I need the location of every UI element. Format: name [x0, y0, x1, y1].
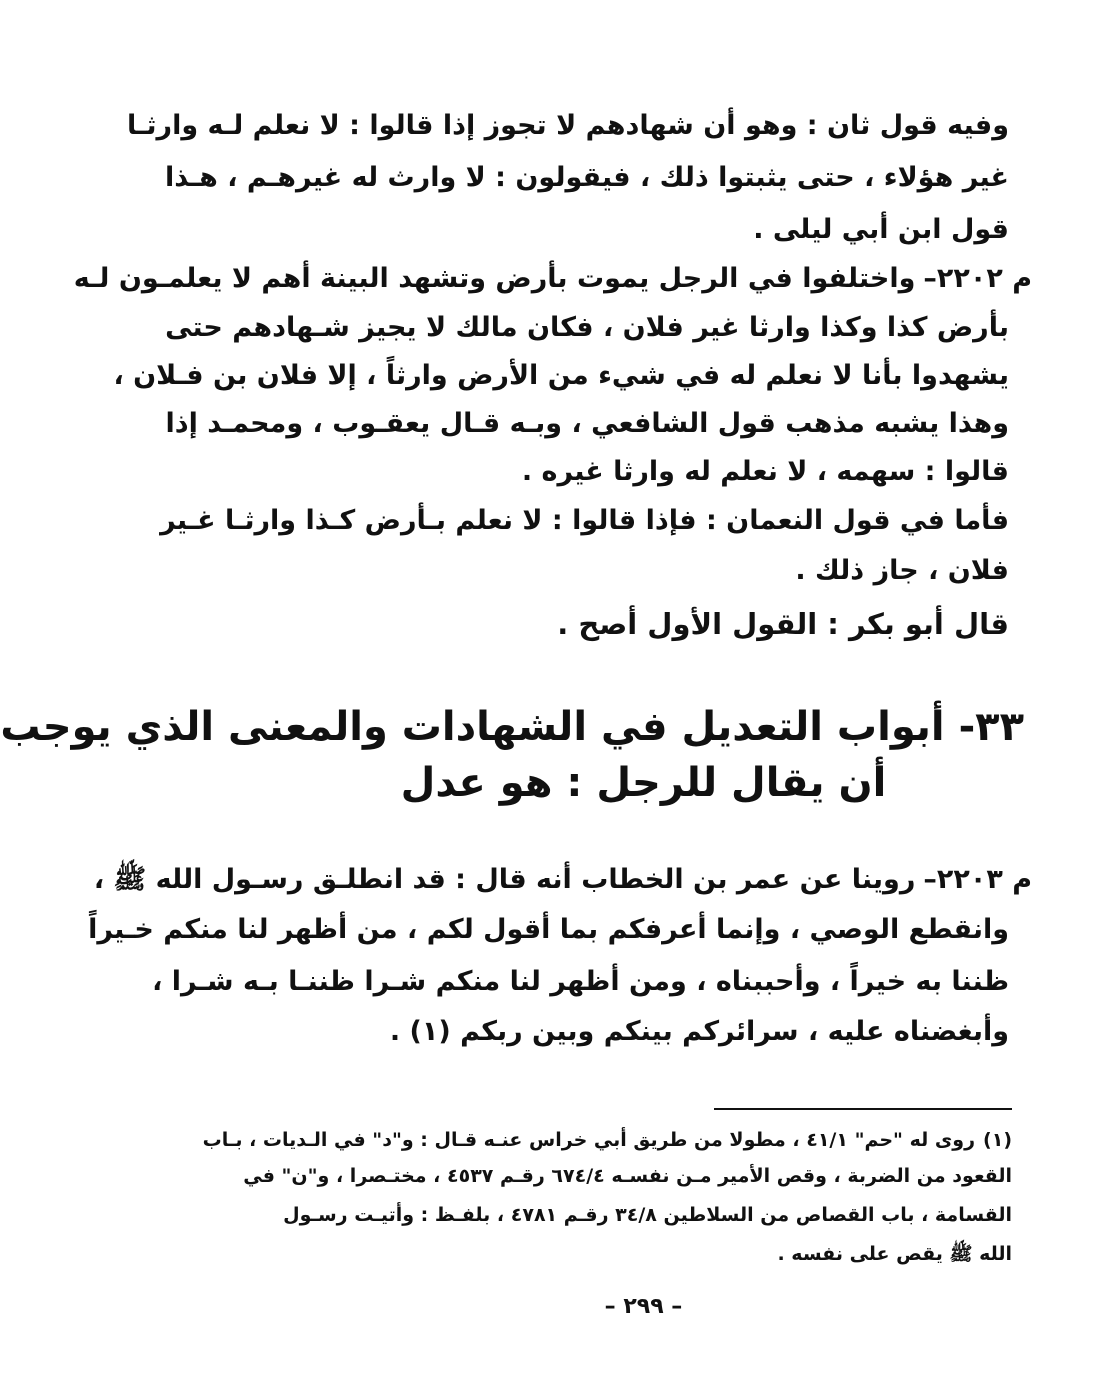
text-line: وهذا يشبه مذهب قول الشافعي ، وبـه قـال يعقـوب ، ومحمـد إذا	[165, 408, 1009, 439]
chapter-title: ٣٣- أبواب التعديل في الشهادات والمعنى الذي يوجب	[0, 704, 1024, 750]
footnote-text: روى له "حم" ٤١/١ ، مطولا من طريق أبي خراس عنـه قـال : و"د" في الـديات ، بـاب	[202, 1129, 976, 1151]
footnote-marker: (١)	[983, 1129, 1012, 1151]
footnote-text: القعود من الضربة ، وقص الأمير مـن نفسـه ٦٧٤/٤ رقـم ٤٥٣٧ ، مختـصرا ، و"ن" في	[243, 1165, 1012, 1187]
text-line: وفيه قول ثان : وهو أن شهادهم لا تجوز إذا قالوا : لا نعلم لـه وارثـا	[127, 110, 1009, 141]
text-line: واختلفوا في الرجل يموت بأرض وتشهد البينة أهم لا يعلمـون لـه	[73, 263, 916, 294]
footnote-separator	[714, 1108, 1012, 1110]
footnote-first-line	[202, 1126, 1012, 1155]
paragraph-first-line	[73, 259, 1032, 299]
text-line: يشهدوا بأنا لا نعلم له في شيء من الأرض وارثاً ، إلا فلان بن فـلان ،	[113, 360, 1009, 391]
text-line: قالوا : سهمه ، لا نعلم له وارثا غيره .	[521, 456, 1009, 487]
paragraph-number: م ٢٢٠٣–	[923, 864, 1032, 895]
footnote-text: الله ﷺ يقص على نفسه .	[777, 1243, 1012, 1265]
text-line: قول ابن أبي ليلى .	[753, 214, 1009, 245]
text-line: فلان ، جاز ذلك .	[795, 555, 1009, 586]
text-line: وأبغضناه عليه ، سرائركم بينكم وبين ربكم (١) .	[389, 1016, 1009, 1047]
author-remark: قال أبو بكر : القول الأول أصح .	[557, 607, 1009, 641]
text-line: ظننا به خيراً ، وأحببناه ، ومن أظهر لنا منكم شـرا ظننـا بـه شـرا ،	[152, 966, 1009, 997]
paragraph-number: م ٢٢٠٢–	[923, 263, 1032, 294]
paragraph-first-line	[93, 860, 1032, 900]
chapter-title: أن يقال للرجل : هو عدل	[400, 760, 887, 806]
text-line: روينا عن عمر بن الخطاب أنه قال : قد انطلـق رسـول الله ﷺ ،	[93, 864, 916, 895]
text-line: فأما في قول النعمان : فإذا قالوا : لا نعلم بـأرض كـذا وارثـا غـير	[160, 505, 1009, 536]
text-line: وانقطع الوصي ، وإنما أعرفكم بما أقول لكم ، من أظهر لنا منكم خـيراً	[88, 914, 1009, 945]
page-number: – ٢٩٩ –	[604, 1294, 683, 1319]
text-line: غير هؤلاء ، حتى يثبتوا ذلك ، فيقولون : لا وارث له غيرهـم ، هـذا	[165, 162, 1009, 193]
footnote-text: القسامة ، باب القصاص من السلاطين ٣٤/٨ رقـم ٤٧٨١ ، بلفـظ : وأتيـت رسـول	[283, 1204, 1012, 1226]
text-line: بأرض كذا وكذا وارثا غير فلان ، فكان مالك لا يجيز شـهادهم حتى	[165, 312, 1009, 343]
